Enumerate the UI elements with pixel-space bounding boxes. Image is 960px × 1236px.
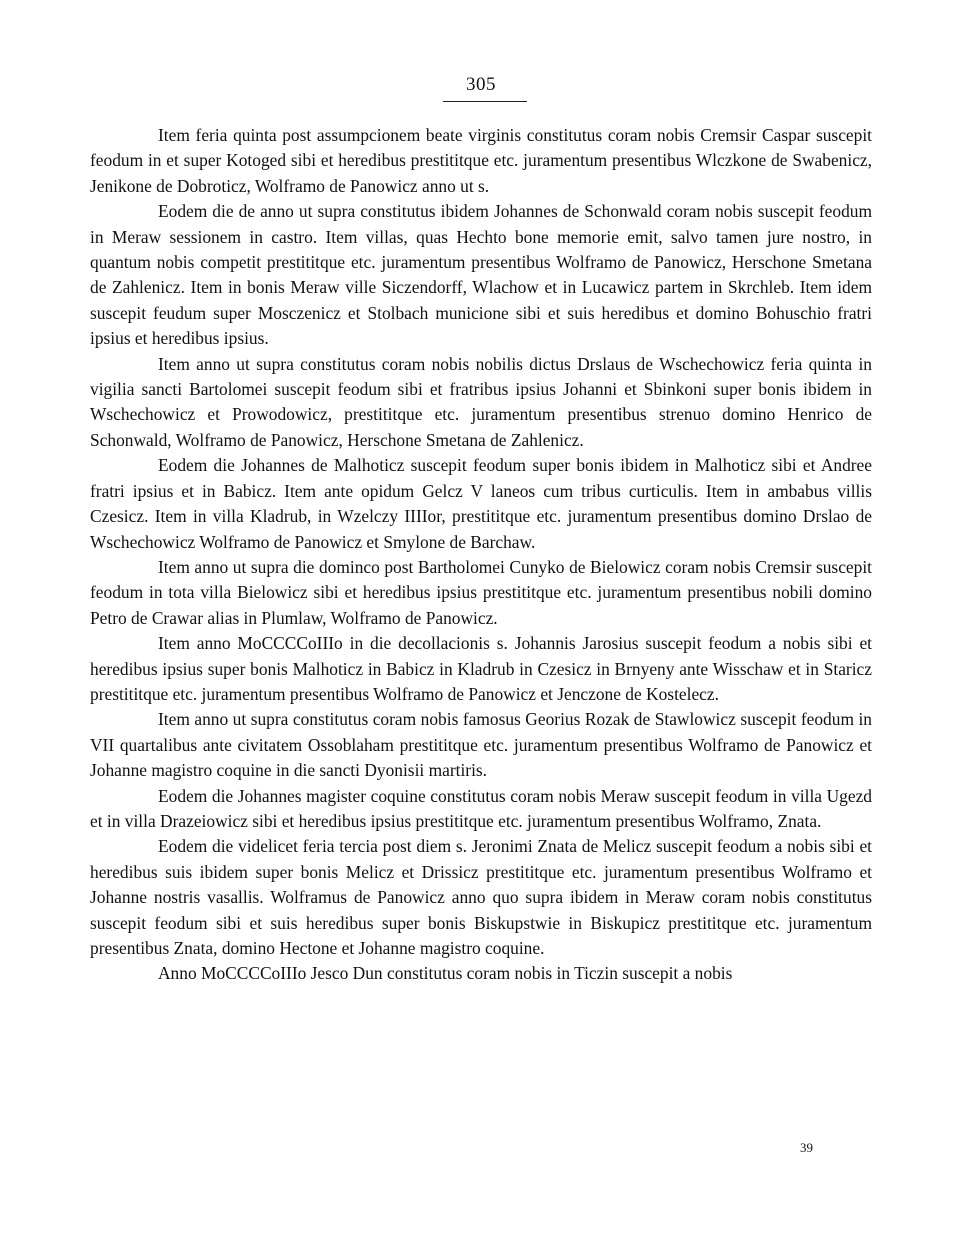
document-page [90,74,872,987]
paragraph: Eodem die videlicet feria tercia post diem s. Jeronimi Znata de Melicz suscepit feodum a nobis sibi et heredibus suis ibidem super bonis Melicz et Drissicz prestititque etc. juramentum presentibus Wolframo et Johanne nostris vasallis. Wolframus de Panowicz anno quo supra ibidem in Meraw coram nobis constitutus suscepit feodum sibi et suis heredibus super bonis Biskupstwie in Biskupicz prestititque etc. juramentum presentibus Znata, domino Hectone et Johanne magistro coquine. [90,836,872,958]
paragraph: Item anno ut supra constitutus coram nobis famosus Georius Rozak de Stawlowicz suscepit feodum in VII quartalibus ante civitatem Ossoblaham prestititque etc. juramentum presentibus Wolframo de Panowicz et Johanne magistro coquine in die sancti Dyonisii martiris. [90,709,872,781]
paragraph: Eodem die de anno ut supra constitutus ibidem Johannes de Schonwald coram nobis suscepit feodum in Meraw sessionem in castro. Item villas, quas Hechto bone memorie emit, salvo tamen jure nostro, in quantum nobis competit prestititque etc. juramentum presentibus Wolframo de Panowicz, Herschone Smetana de Zahlenicz. Item in bonis Meraw ville Siczendorff, Wlachow et in Lucawicz partem in Skrchleb. Item idem suscepit feudum super Mosczenicz et Stolbach municione sibi et suis heredibus et domino Bohuschio fratri ipsius et heredibus ipsius. [90,201,872,349]
paragraph: Item feria quinta post assumpcionem beate virginis constitutus coram nobis Cremsir Caspar suscepit feodum in et super Kotoged sibi et heredibus prestititque etc. juramentum presentibus Wlczkone de Swabenicz, Jenikone de Dobroticz, Wolframo de Panowicz anno ut s. [90,125,872,196]
page-header [90,74,872,108]
header-rule [443,101,527,102]
page-number: 305 [466,74,496,95]
printer-signature: 39 [800,1140,813,1155]
paragraph: Eodem die Johannes de Malhoticz suscepit feodum super bonis ibidem in Malhoticz sibi et Andree fratri ipsius et in Babicz. Item ante opidum Gelcz V laneos cum tribus curticulis. Item in ambabus villis Czesicz. Item in villa Kladrub, in Wzelczy IIIIor, prestititque etc. juramentum presentibus domino Drslao de Wschechowicz Wolframo de Panowicz et Smylone de Barchaw. [90,455,872,552]
body-text [90,123,872,987]
paragraph: Item anno ut supra die dominco post Bartholomei Cunyko de Bielowicz coram nobis Cremsir suscepit feodum in tota villa Bielowicz sibi et heredibus ipsius prestititque etc. juramentum presentibus nobili domino Petro de Crawar alias in Plumlaw, Wolframo de Panowicz. [90,556,872,628]
paragraph: Item anno ut supra constitutus coram nobis nobilis dictus Drslaus de Wschechowicz feria quinta in vigilia sancti Bartolomei suscepit feodum sibi et fratribus ipsius Johanni et Sbinkoni super bonis ibidem in Wschechowicz et Prowodowicz, prestititque etc. juramentum presentibus strenuo domino Henrico de Schonwald, Wolframo de Panowicz, Herschone Smetana de Zahlenicz. [90,353,872,450]
paragraph: Eodem die Johannes magister coquine constitutus coram nobis Meraw suscepit feodum in villa Ugezd et in villa Drazeiowicz sibi et heredibus ipsius prestititque etc. juramentum presentibus Wolframo, Znata. [90,785,872,831]
paragraph: Item anno MoCCCCoIIIo in die decollacionis s. Johannis Jarosius suscepit feodum a nobis sibi et heredibus ipsius super bonis Malhoticz in Babicz in Kladrub in Czesicz in Brnyeny ante Wisschaw et in Staricz prestititque etc. juramentum presentibus Wolframo de Panowicz et Jenczone de Kostelecz. [90,633,872,704]
paragraph: Anno MoCCCCoIIIo Jesco Dun constitutus coram nobis in Ticzin suscepit a nobis [158,963,733,984]
